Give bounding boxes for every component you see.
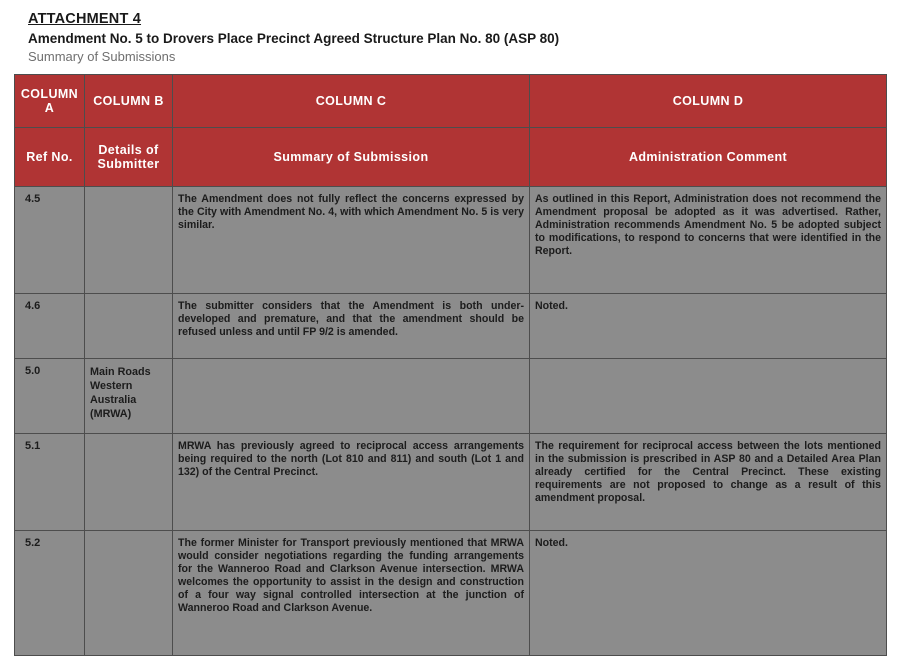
attachment-label: ATTACHMENT 4 (28, 11, 142, 27)
cell-comment (530, 359, 887, 434)
cell-submitter: Main Roads Western Australia (MRWA) (85, 359, 173, 434)
cell-ref-no: 5.1 (15, 434, 85, 531)
cell-summary: The former Minister for Transport previously mentioned that MRWA would consider negotiations regarding the funding arrangements for the Wanneroo Road and Clarkson Avenue intersection. MRWA welcomes the opportunity to assist in the design and construction of a four way signal controlled intersection at the junction of Wanneroo Road and Clarkson Avenue. (173, 531, 530, 656)
cell-ref-no: 5.2 (15, 531, 85, 656)
table-row (15, 531, 887, 656)
cell-comment: The requirement for reciprocal access between the lots mentioned in the submission is prescribed in ASP 80 and a Detailed Area Plan already certified for the Central Precinct. These existing requirements are not proposed to change as a result of this amendment proposal. (530, 434, 887, 531)
column-name-b: COLUMN B (85, 75, 173, 128)
page-title: Amendment No. 5 to Drovers Place Precinct Agreed Structure Plan No. 80 (ASP 80) (28, 31, 560, 47)
column-heading-summary-of-submission: Summary of Submission (173, 128, 530, 187)
cell-ref-no: 4.6 (15, 294, 85, 359)
table-row (15, 187, 887, 294)
cell-comment: As outlined in this Report, Administration does not recommend the Amendment proposal be adopted as it was advertised. Rather, Administration recommends Amendment No. 5 be adopted subject to modifications, to respond to concerns that were identified in the Report. (530, 187, 887, 294)
column-name-c: COLUMN C (173, 75, 530, 128)
table-head (15, 75, 887, 187)
document-header (0, 0, 897, 66)
table-header-row-headings (15, 128, 887, 187)
cell-submitter (85, 187, 173, 294)
column-heading-details-of-submitter: Details of Submitter (85, 128, 173, 187)
cell-summary (173, 359, 530, 434)
table-row (15, 294, 887, 359)
table-header-row-columns (15, 75, 887, 128)
table-row (15, 359, 887, 434)
column-name-a: COLUMN A (15, 75, 85, 128)
table-row (15, 434, 887, 531)
cell-comment: Noted. (530, 294, 887, 359)
table-body (15, 187, 887, 656)
cell-summary: The Amendment does not fully reflect the concerns expressed by the City with Amendment No. 4, with which Amendment No. 5 is very similar. (173, 187, 530, 294)
column-name-d: COLUMN D (530, 75, 887, 128)
cell-submitter (85, 294, 173, 359)
cell-summary: MRWA has previously agreed to reciprocal access arrangements being required to the north (Lot 810 and 811) and south (Lot 1 and 132) of the Central Precinct. (173, 434, 530, 531)
cell-summary: The submitter considers that the Amendment is both under-developed and premature, and that the amendment should be refused unless and until FP 9/2 is amended. (173, 294, 530, 359)
cell-ref-no: 5.0 (15, 359, 85, 434)
submissions-table (14, 74, 887, 656)
cell-comment: Noted. (530, 531, 887, 656)
column-heading-ref-no: Ref No. (15, 128, 85, 187)
page-subtitle: Summary of Submissions (28, 49, 176, 65)
cell-submitter (85, 531, 173, 656)
column-heading-administration-comment: Administration Comment (530, 128, 887, 187)
cell-submitter (85, 434, 173, 531)
cell-ref-no: 4.5 (15, 187, 85, 294)
